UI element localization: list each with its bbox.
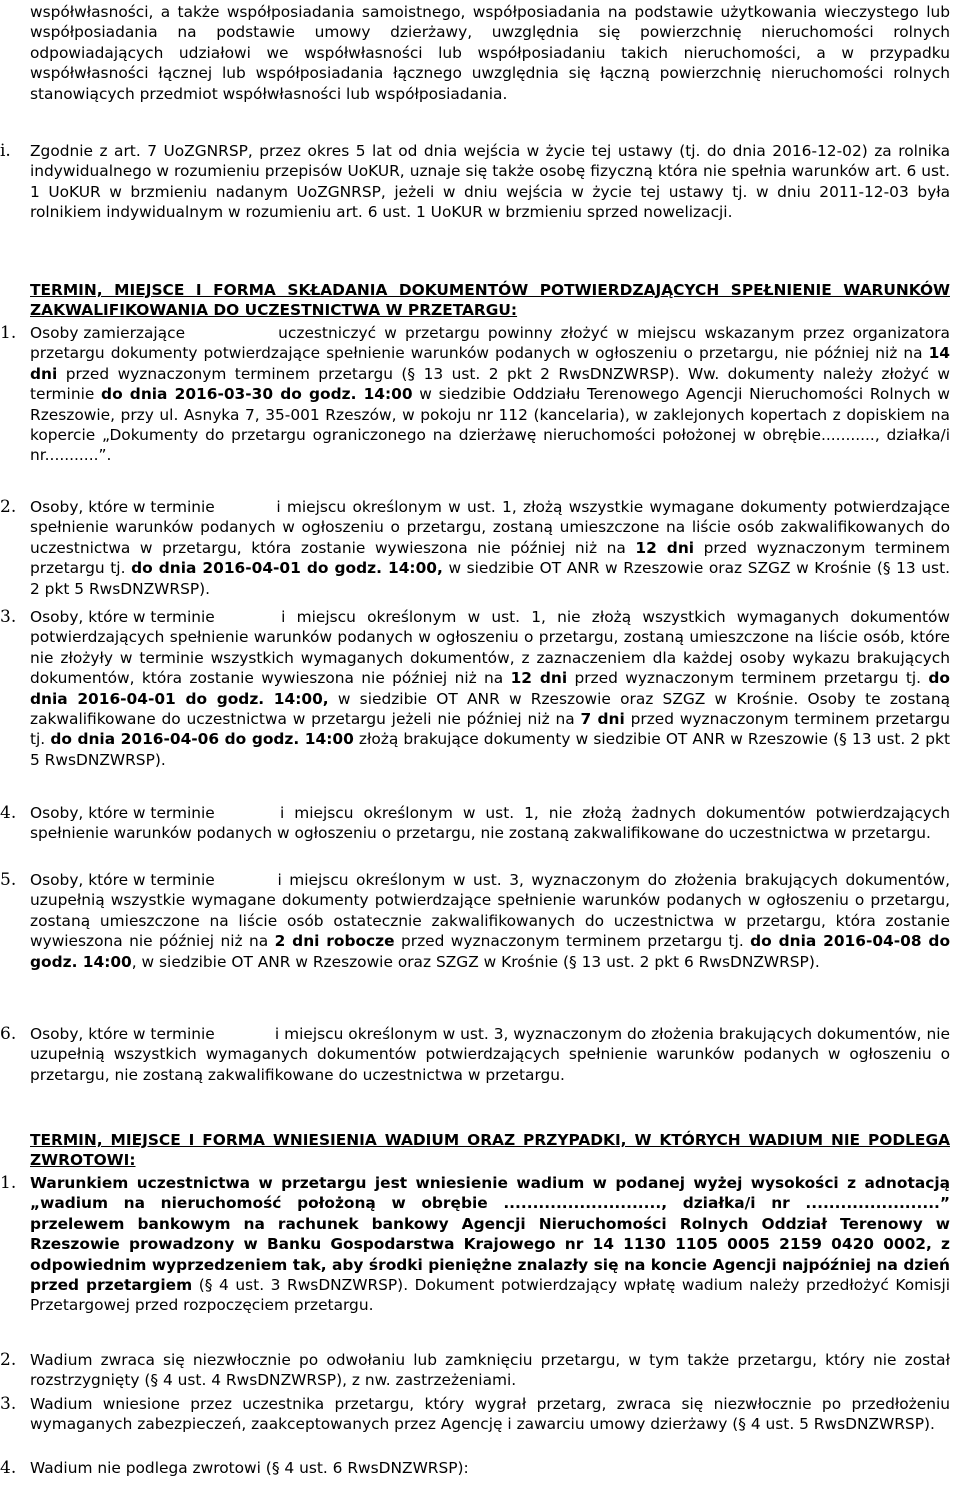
s1-item-2-text: Osoby, które w terminie i miejscu określonym w ust. 1, złożą wszystkie wymagane dokumenty potwierdzające spełnienie warunków podanych w ogłoszeniu o przetargu, zostaną umieszczone na liście osób zakwalifikowanych do uczestnictwa w przetargu, która zostanie wywieszona nie później niż na 12 dni przed wyznaczonym terminem przetargu tj. do dnia 2016-04-01 do godz. 14:00, w siedzibie OT ANR w Rzeszowie oraz SZGZ w Krośnie (§ 13 ust. 2 pkt 5 RwsDNZWRSP). — [30, 498, 951, 598]
s1-item-5-number: 5. — [0, 870, 17, 890]
intro-paragraph: współwłasności, a także współposiadania samoistnego, współposiadania na podstawie użytkowania wieczystego lub współposiadania na podstawie umowy dzierżawy, uwzględnia się powierzchnię nieruchomości rolnych odpowiadających udziałowi we współwłasności lub współposiadaniu takich nieruchomości, a w przypadku współwłasności łącznej lub współposiadania łącznego uwzględnia się łączną powierzchnię nieruchomości rolnych stanowiących przedmiot współwłasności lub współposiadania. — [30, 3, 950, 103]
point-i-marker: i. — [0, 141, 11, 161]
s1-item-1-number: 1. — [0, 323, 17, 343]
point-i — [0, 141, 950, 223]
s1-item-2-number: 2. — [0, 497, 17, 517]
s2-item-2-number: 2. — [0, 1350, 17, 1370]
s1-item-3 — [0, 607, 950, 770]
s2-item-3-text: Wadium wniesione przez uczestnika przetargu, który wygrał przetarg, zwraca się niezwłocznie po przedłożeniu wymaganych zabezpieczeń, zaakceptowanych przez Agencję i zawarciu umowy dzierżawy (§ 4 ust. 5 RwsDNZWRSP). — [30, 1395, 950, 1434]
s1-item-6 — [0, 1024, 950, 1085]
s2-item-3 — [0, 1394, 950, 1435]
s1-item-3-number: 3. — [0, 607, 17, 627]
s1-item-5 — [0, 870, 950, 972]
s1-item-2 — [0, 497, 950, 599]
s1-item-4-text: Osoby, które w terminie i miejscu określonym w ust. 1, nie złożą żadnych dokumentów potwierdzających spełnienie warunków podanych w ogłoszeniu o przetargu, nie zostaną zakwalifikowane do uczestnictwa w przetargu. — [30, 804, 950, 843]
s2-item-2 — [0, 1350, 950, 1391]
s1-item-5-text: Osoby, które w terminie i miejscu określonym w ust. 3, wyznaczonym do złożenia brakujących dokumentów, uzupełnią wszystkie wymagane dokumenty potwierdzające spełnienie warunków podanych w ogłoszeniu o przetargu, zostaną umieszczone na liście osób ostatecznie zakwalifikowanych do uczestnictwa w przetargu, która zostanie wywieszona nie później niż na 2 dni robocze przed wyznaczonym terminem przetargu tj. do dnia 2016-04-08 do godz. 14:00, w siedzibie OT ANR w Rzeszowie oraz SZGZ w Krośnie (§ 13 ust. 2 pkt 6 RwsDNZWRSP). — [30, 871, 951, 971]
s1-item-3-text: Osoby, które w terminie i miejscu określonym w ust. 1, nie złożą wszystkich wymaganych dokumentów potwierdzających spełnienie warunków podanych w ogłoszeniu o przetargu, zostaną umieszczone na liście osób, które nie złożyły w terminie wszystkich wymaganych dokumentów, z zaznaczeniem dla każdej osoby wykazu brakujących dokumentów, która zostanie wywieszona nie później niż na 12 dni przed wyznaczonym terminem przetargu tj. do dnia 2016-04-01 do godz. 14:00, w siedzibie OT ANR w Rzeszowie oraz SZGZ w Krośnie. Osoby te zostaną zakwalifikowane do uczestnictwa w przetargu jeżeli nie później niż na 7 dni przed wyznaczonym terminem przetargu tj. do dnia 2016-04-06 do godz. 14:00 złożą brakujące dokumenty w siedzibie OT ANR w Rzeszowie (§ 13 ust. 2 pkt 5 RwsDNZWRSP). — [30, 608, 951, 769]
s2-item-4-text: Wadium nie podlega zwrotowi (§ 4 ust. 6 RwsDNZWRSP): — [30, 1459, 469, 1477]
s2-item-4-number: 4. — [0, 1458, 17, 1478]
s1-item-4 — [0, 803, 950, 844]
s2-item-3-number: 3. — [0, 1394, 17, 1414]
s1-item-4-number: 4. — [0, 803, 17, 823]
s1-item-6-text: Osoby, które w terminie i miejscu określonym w ust. 3, wyznaczonym do złożenia brakujących dokumentów, nie uzupełnią wszystkich wymaganych dokumentów potwierdzających spełnienie warunków podanych w ogłoszeniu o przetargu, nie zostaną zakwalifikowane do uczestnictwa w przetargu. — [30, 1025, 950, 1084]
section-2-heading: TERMIN, MIEJSCE I FORMA WNIESIENIA WADIUM ORAZ PRZYPADKI, W KTÓRYCH WADIUM NIE PODLEGA ZWROTOWI: — [30, 1131, 950, 1169]
s2-item-2-text: Wadium zwraca się niezwłocznie po odwołaniu lub zamknięciu przetargu, w tym także przetargu, który nie został rozstrzygnięty (§ 4 ust. 4 RwsDNZWRSP), z nw. zastrzeżeniami. — [30, 1351, 950, 1390]
s2-item-1-number: 1. — [0, 1173, 17, 1193]
s2-item-4 — [0, 1458, 950, 1478]
s1-item-6-number: 6. — [0, 1024, 17, 1044]
s2-item-1-text: Warunkiem uczestnictwa w przetargu jest wniesienie wadium w podanej wyżej wysokości z adnotacją „wadium na nieruchomość położoną w obrębie ..........................., działka/i nr .......................” przelewem bankowym na rachunek bankowy Agencji Nieruchomości Rolnych Oddział Terenowy w Rzeszowie prowadzony w Banku Gospodarstwa Krajowego nr 14 1130 1105 0005 2159 0420 0002, z odpowiednim wyprzedzeniem tak, aby środki pieniężne znalazły się na koncie Agencji najpóźniej na dzień przed przetargiem (§ 4 ust. 3 RwsDNZWRSP). Dokument potwierdzający wpłatę wadium należy przedłożyć Komisji Przetargowej przed rozpoczęciem przetargu. — [30, 1174, 950, 1315]
section-1-heading: TERMIN, MIEJSCE I FORMA SKŁADANIA DOKUMENTÓW POTWIERDZAJĄCYCH SPEŁNIENIE WARUNKÓW ZAKWALIFIKOWANIA DO UCZESTNICTWA W PRZETARGU: — [30, 281, 950, 319]
point-i-text: Zgodnie z art. 7 UoZGNRSP, przez okres 5 lat od dnia wejścia w życie tej ustawy (tj. do dnia 2016-12-02) za rolnika indywidualnego w rozumieniu przepisów UoKUR, uznaje się także osobę fizyczną która nie spełnia warunków art. 6 ust. 1 UoKUR w brzmieniu nadanym UoZGNRSP, jeżeli w dniu wejścia w życie tej ustawy tj. w dniu 2011-12-03 była rolnikiem indywidualnym w rozumieniu art. 6 ust. 1 UoKUR w brzmieniu sprzed nowelizacji. — [30, 142, 950, 222]
s1-item-1-text: Osoby zamierzające uczestniczyć w przetargu powinny złożyć w miejscu wskazanym przez organizatora przetargu dokumenty potwierdzające spełnienie warunków podanych w ogłoszeniu o przetargu, nie później niż na 14 dni przed wyznaczonym terminem przetargu (§ 13 ust. 2 pkt 2 RwsDNZWRSP). Ww. dokumenty należy złożyć w terminie do dnia 2016-03-30 do godz. 14:00 w siedzibie Oddziału Terenowego Agencji Nieruchomości Rolnych w Rzeszowie, przy ul. Asnyka 7, 35-001 Rzeszów, w pokoju nr 112 (kancelaria), w zaklejonych kopertach z dopiskiem na kopercie „Dokumenty do przetargu ograniczonego na dzierżawę nieruchomości położonej w obrębie..........., działka/i nr...........”. — [30, 324, 950, 465]
s1-item-1 — [0, 323, 950, 466]
s2-item-1 — [0, 1173, 950, 1316]
